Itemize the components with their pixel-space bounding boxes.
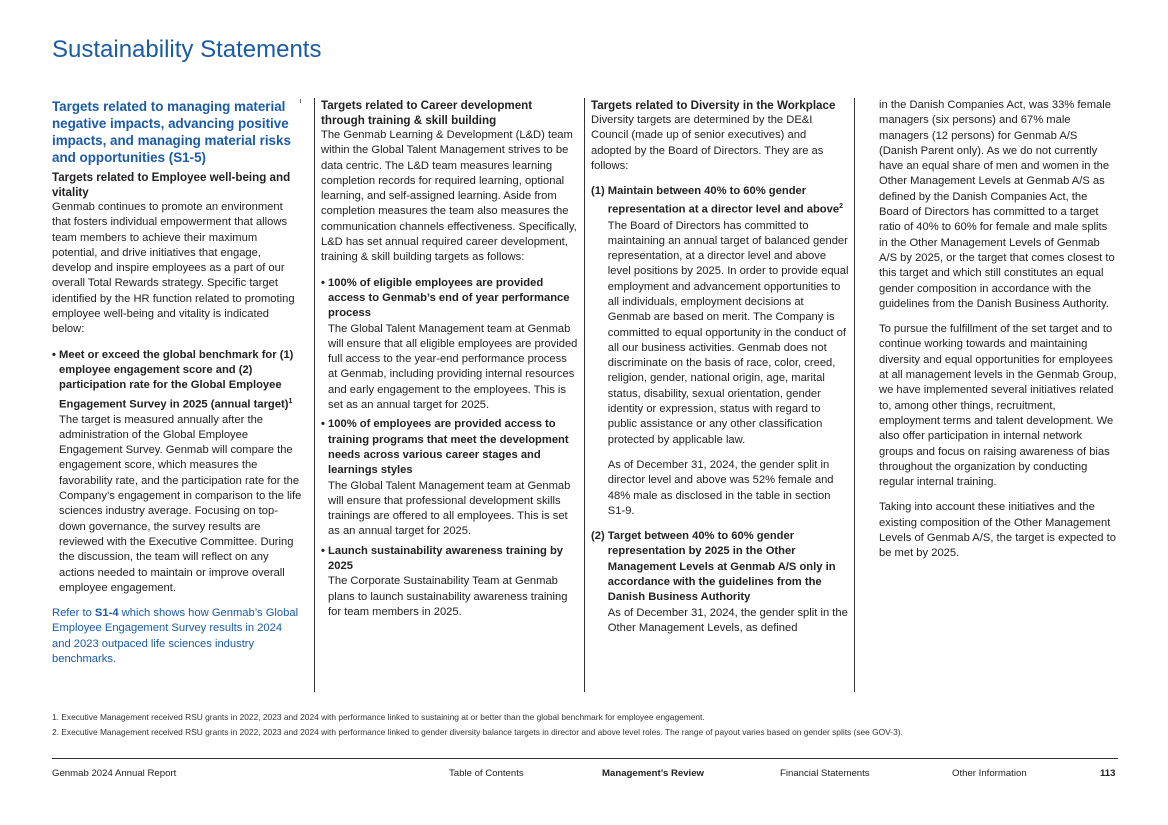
- bullet-marker: •: [321, 418, 329, 431]
- target-item: [321, 544, 579, 620]
- column-diversity: [591, 98, 849, 636]
- target-title: 100% of employees are provided access to training programs that meet the development needs across various career stages and learnings styles: [328, 418, 569, 477]
- footer-link-managements-review[interactable]: Management’s Review: [602, 768, 705, 779]
- target-title: Target between 40% to 60% gender representation by 2025 in the Other Management Levels at Genmab A/S only in accordance with the guidelines from the Danish Business Authority: [607, 530, 836, 604]
- target-item: [321, 276, 579, 414]
- column-divider: [854, 98, 855, 692]
- page-number: 113: [1100, 768, 1116, 779]
- column-employee-wellbeing: [52, 98, 302, 667]
- target-title: Launch sustainability awareness training by 2025: [328, 544, 564, 573]
- target-description: The Corporate Sustainability Team at Genmab plans to launch sustainability awareness training for team members in 2025.: [328, 575, 568, 618]
- column-career-development: [321, 98, 579, 620]
- paragraph: Taking into account these initiatives and the existing composition of the Other Management Levels of Genmab A/S, the target is expected to be met by 2025.: [879, 501, 1116, 560]
- page-title: Sustainability Statements: [52, 36, 322, 63]
- target-title: Maintain between 40% to 60% gender representation at a director level and above$^2$: [607, 185, 843, 217]
- target-item: [591, 529, 849, 636]
- target-status: As of December 31, 2024, the gender split in director level and above was 52% female and 48% male as disclosed in the table in section S1-9.: [607, 458, 834, 517]
- target-description: The Global Talent Management team at Genmab will ensure that professional development skills trainings are offered to all employees. This is set as an annual target for 2025.: [328, 479, 571, 538]
- target-description: As of December 31, 2024, the gender split in the Other Management Levels, as defined: [607, 606, 848, 634]
- bullet-marker: •: [52, 348, 60, 361]
- bullet-marker: •: [321, 276, 329, 289]
- target-item: [321, 417, 579, 539]
- paragraph: in the Danish Companies Act, was 33% female managers (six persons) and 67% male managers (12 persons) for Genmab A/S (Danish Parent only). As we do not currently have an equal share of men and women in the Other Management Levels at Genmab A/S as defined by the Danish Companies Act, the Board of Directors has committed to a target ratio of 40% to 60% for female and male splits in the Other Management Levels of Genmab A/S by 2025, or the target that comes closest to this target and which still constitutes an equal gender composition in accordance with the guidelines from the Danish Business Authority.: [879, 99, 1115, 310]
- intro-paragraph: Diversity targets are determined by the DE&I Council (made up of senior executives) and adopted by the Board of Directors. They are as follows:: [591, 114, 824, 172]
- paragraph: To pursue the fulfillment of the set target and to continue working towards and maintaining diversity and equal opportunities for employees at all management levels in the Genmab Group, we have implemented several initiatives related to, among other things, recruitment, employment terms and talent development. We also offer participation in internal network groups and focus on raising awareness of bias throughout the organization by conducting regular internal training.: [879, 323, 1117, 489]
- footnote: 1. Executive Management received RSU grants in 2022, 2023 and 2024 with performance linked to sustaining at or better than the global benchmark for employee engagement.: [52, 712, 705, 722]
- column-diversity-continued: [879, 98, 1117, 562]
- target-item: [591, 184, 849, 519]
- column-divider: [584, 98, 585, 692]
- footer-rule: [52, 758, 1118, 759]
- target-title: 100% of eligible employees are provided access to Genmab’s end of year performance process: [328, 276, 570, 320]
- item-number: (2): [591, 530, 608, 543]
- footnote-ref: 1: [288, 397, 293, 405]
- item-number: (1): [591, 185, 608, 198]
- intro-paragraph: The Genmab Learning & Development (L&D) team within the Global Talent Management strives to be data centric. The L&D team measures learning completion records for required learning, optional learning, and self-assigned learning. Aside from completion measures the team also measures the communication channels effectiveness. Specifically, L&D has set annual required career development, training & skill building targets as follows:: [321, 129, 577, 264]
- footer-link-financial-statements[interactable]: Financial Statements: [780, 768, 870, 779]
- target-description: The Board of Directors has committed to maintaining an annual target of balanced gender representation, at a director level and above level positions by 2025. In order to provide equal employment and advancement opportunities to all individuals, employment decisions at Genmab are based on merit. The Company is committed to equal opportunity in the conduct of all our business activities. Genmab does not discriminate on the basis of race, color, creed, religion, gender, national origin, age, marital status, disability, sexual orientation, gender identity or expression, status with regard to public assistance or any other classification protected by applicable law.: [607, 219, 849, 446]
- target-item: [52, 348, 302, 596]
- column-divider: [314, 98, 315, 692]
- footnotes: [52, 710, 903, 740]
- cross-reference: Refer to S1-4 which shows how Genmab’s Global Employee Engagement Survey results in 2024 and 2023 outpaced life sciences industry benchmarks.: [52, 607, 299, 666]
- footnote-ref: 2: [839, 203, 843, 211]
- s1-4-link[interactable]: S1-4: [94, 607, 119, 620]
- target-description: The Global Talent Management team at Genmab will ensure that all eligible employees are provided full access to the year-end performance process at Genmab, including providing internal resources and early engagement to the employees. This is set as an annual target for 2025.: [328, 322, 578, 412]
- bullet-marker: •: [321, 544, 329, 557]
- footer-link-table-of-contents[interactable]: Table of Contents: [449, 768, 524, 779]
- footer-report-title: Genmab 2024 Annual Report: [52, 768, 177, 779]
- section-heading: Targets related to Career development through training & skill building: [321, 99, 533, 127]
- footer-link-other-information[interactable]: Other Information: [952, 768, 1027, 779]
- target-description: The target is measured annually after the administration of the Global Employee Engagement Survey. Genmab will compare the engagement score, which measures the favorability rate, and the participation rate for the Company’s engagement in comparison to the life sciences industry average. Focusing on top-down governance, the survey results are reviewed with the Executive Committee. During the discussion, the team will reflect on any actions needed to maintain or improve overall employee engagement.: [59, 413, 302, 594]
- section-heading: Targets related to managing material negative impacts, advancing positive impacts, and managing material risks and opportunities (S1-5): [52, 99, 291, 165]
- subsection-heading: Targets related to Employee well-being and vitality: [52, 171, 291, 199]
- footnote: 2. Executive Management received RSU grants in 2022, 2023 and 2024 with performance linked to gender diversity balance targets in director and above level roles. The range of payout varies based on gender splits (see GOV-3).: [52, 727, 903, 737]
- target-title: Meet or exceed the global benchmark for (1) employee engagement score and (2) participation rate for the Global Employee Engagement Survey in 2025 (annual target)$^1$: [59, 348, 294, 411]
- section-heading: Targets related to Diversity in the Workplace: [591, 99, 836, 112]
- intro-paragraph: Genmab continues to promote an environment that fosters individual empowerment that allows team members to achieve their maximum potential, and drive initiatives that engage, develop and inspire employees as a part of our overall Total Rewards strategy. Specific target identified by the HR function related to promoting employee well-being and vitality is indicated below:: [52, 201, 295, 336]
